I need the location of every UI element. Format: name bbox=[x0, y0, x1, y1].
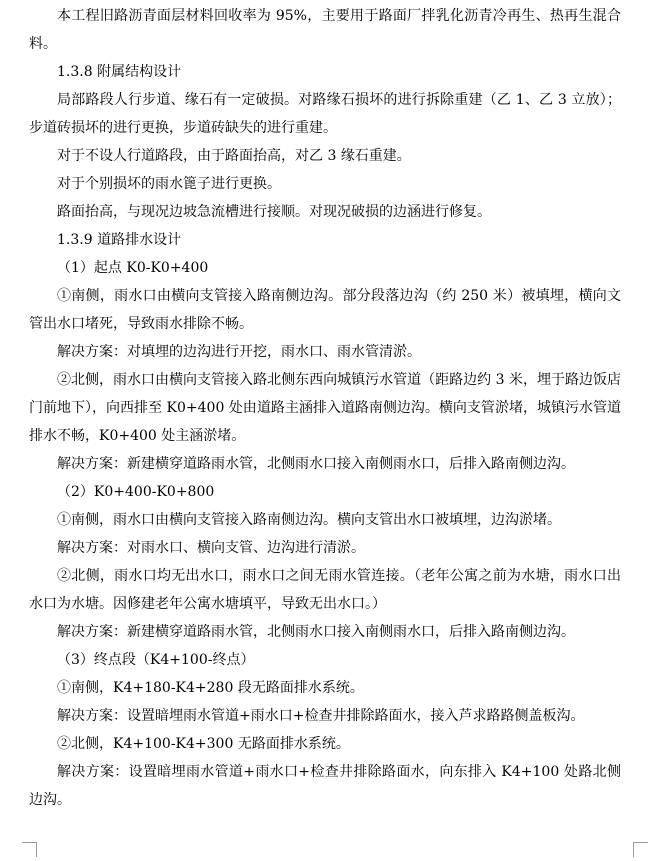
paragraph: ①南侧，雨水口由横向支管接入路南侧边沟。部分段落边沟（约 250 米）被填埋，横向文管出水口堵死，导致雨水排除不畅。 bbox=[29, 288, 621, 332]
paragraph: 解决方案：对雨水口、横向支管、边沟进行清淤。 bbox=[57, 540, 365, 556]
section-heading: 1.3.9 道路排水设计 bbox=[57, 232, 182, 248]
paragraph: 解决方案：对填埋的边沟进行开挖，雨水口、雨水管清淤。 bbox=[57, 344, 421, 360]
paragraph: 解决方案：新建横穿道路雨水管，北侧雨水口接入南侧雨水口，后排入路南侧边沟。 bbox=[57, 456, 575, 472]
subsection-heading: （2）K0+400-K0+800 bbox=[57, 484, 215, 500]
subsection-heading: （1）起点 K0-K0+400 bbox=[57, 260, 209, 276]
paragraph: 本工程旧路沥青面层材料回收率为 95%，主要用于路面厂拌乳化沥青冷再生、热再生混合料。 bbox=[29, 8, 621, 52]
document-body bbox=[29, 2, 621, 814]
subsection-heading: （3）终点段（K4+100-终点） bbox=[57, 652, 255, 668]
page-corner-mark-left bbox=[22, 842, 37, 857]
paragraph: ②北侧，K4+100-K4+300 无路面排水系统。 bbox=[57, 736, 350, 752]
paragraph: 路面抬高，与现况边坡急流槽进行接顺。对现况破损的边涵进行修复。 bbox=[57, 204, 491, 220]
paragraph: 局部路段人行步道、缘石有一定破损。对路缘石损坏的进行拆除重建（乙 1、乙 3 立放）；步道砖损坏的进行更换，步道砖缺失的进行重建。 bbox=[29, 92, 621, 136]
page-corner-mark-right bbox=[633, 842, 648, 857]
paragraph: 对于个别损坏的雨水篦子进行更换。 bbox=[57, 176, 281, 192]
paragraph: 解决方案：设置暗埋雨水管道+雨水口+检查井排除路面水，接入芦求路路侧盖板沟。 bbox=[57, 708, 585, 724]
paragraph: 解决方案：设置暗埋雨水管道+雨水口+检查井排除路面水，向东排入 K4+100 处路北侧边沟。 bbox=[29, 764, 621, 808]
paragraph: ②北侧，雨水口由横向支管接入路北侧东西向城镇污水管道（距路边约 3 米，埋于路边饭店门前地下），向西排至 K0+400 处由道路主涵排入道路南侧边沟。横向支管淤堵，城镇污水管道排水不畅，K0+400 处主涵淤堵。 bbox=[29, 372, 621, 444]
paragraph: ①南侧，雨水口由横向支管接入路南侧边沟。横向支管出水口被填埋，边沟淤堵。 bbox=[57, 512, 561, 528]
paragraph: ②北侧，雨水口均无出水口，雨水口之间无雨水管连接。（老年公寓之前为水塘，雨水口出水口为水塘。因修建老年公寓水塘填平，导致无出水口。） bbox=[29, 568, 621, 612]
paragraph: 对于不设人行道路段，由于路面抬高，对乙 3 缘石重建。 bbox=[57, 148, 411, 164]
section-heading: 1.3.8 附属结构设计 bbox=[57, 64, 182, 80]
paragraph: 解决方案：新建横穿道路雨水管，北侧雨水口接入南侧雨水口，后排入路南侧边沟。 bbox=[57, 624, 575, 640]
paragraph: ①南侧，K4+180-K4+280 段无路面排水系统。 bbox=[57, 680, 364, 696]
